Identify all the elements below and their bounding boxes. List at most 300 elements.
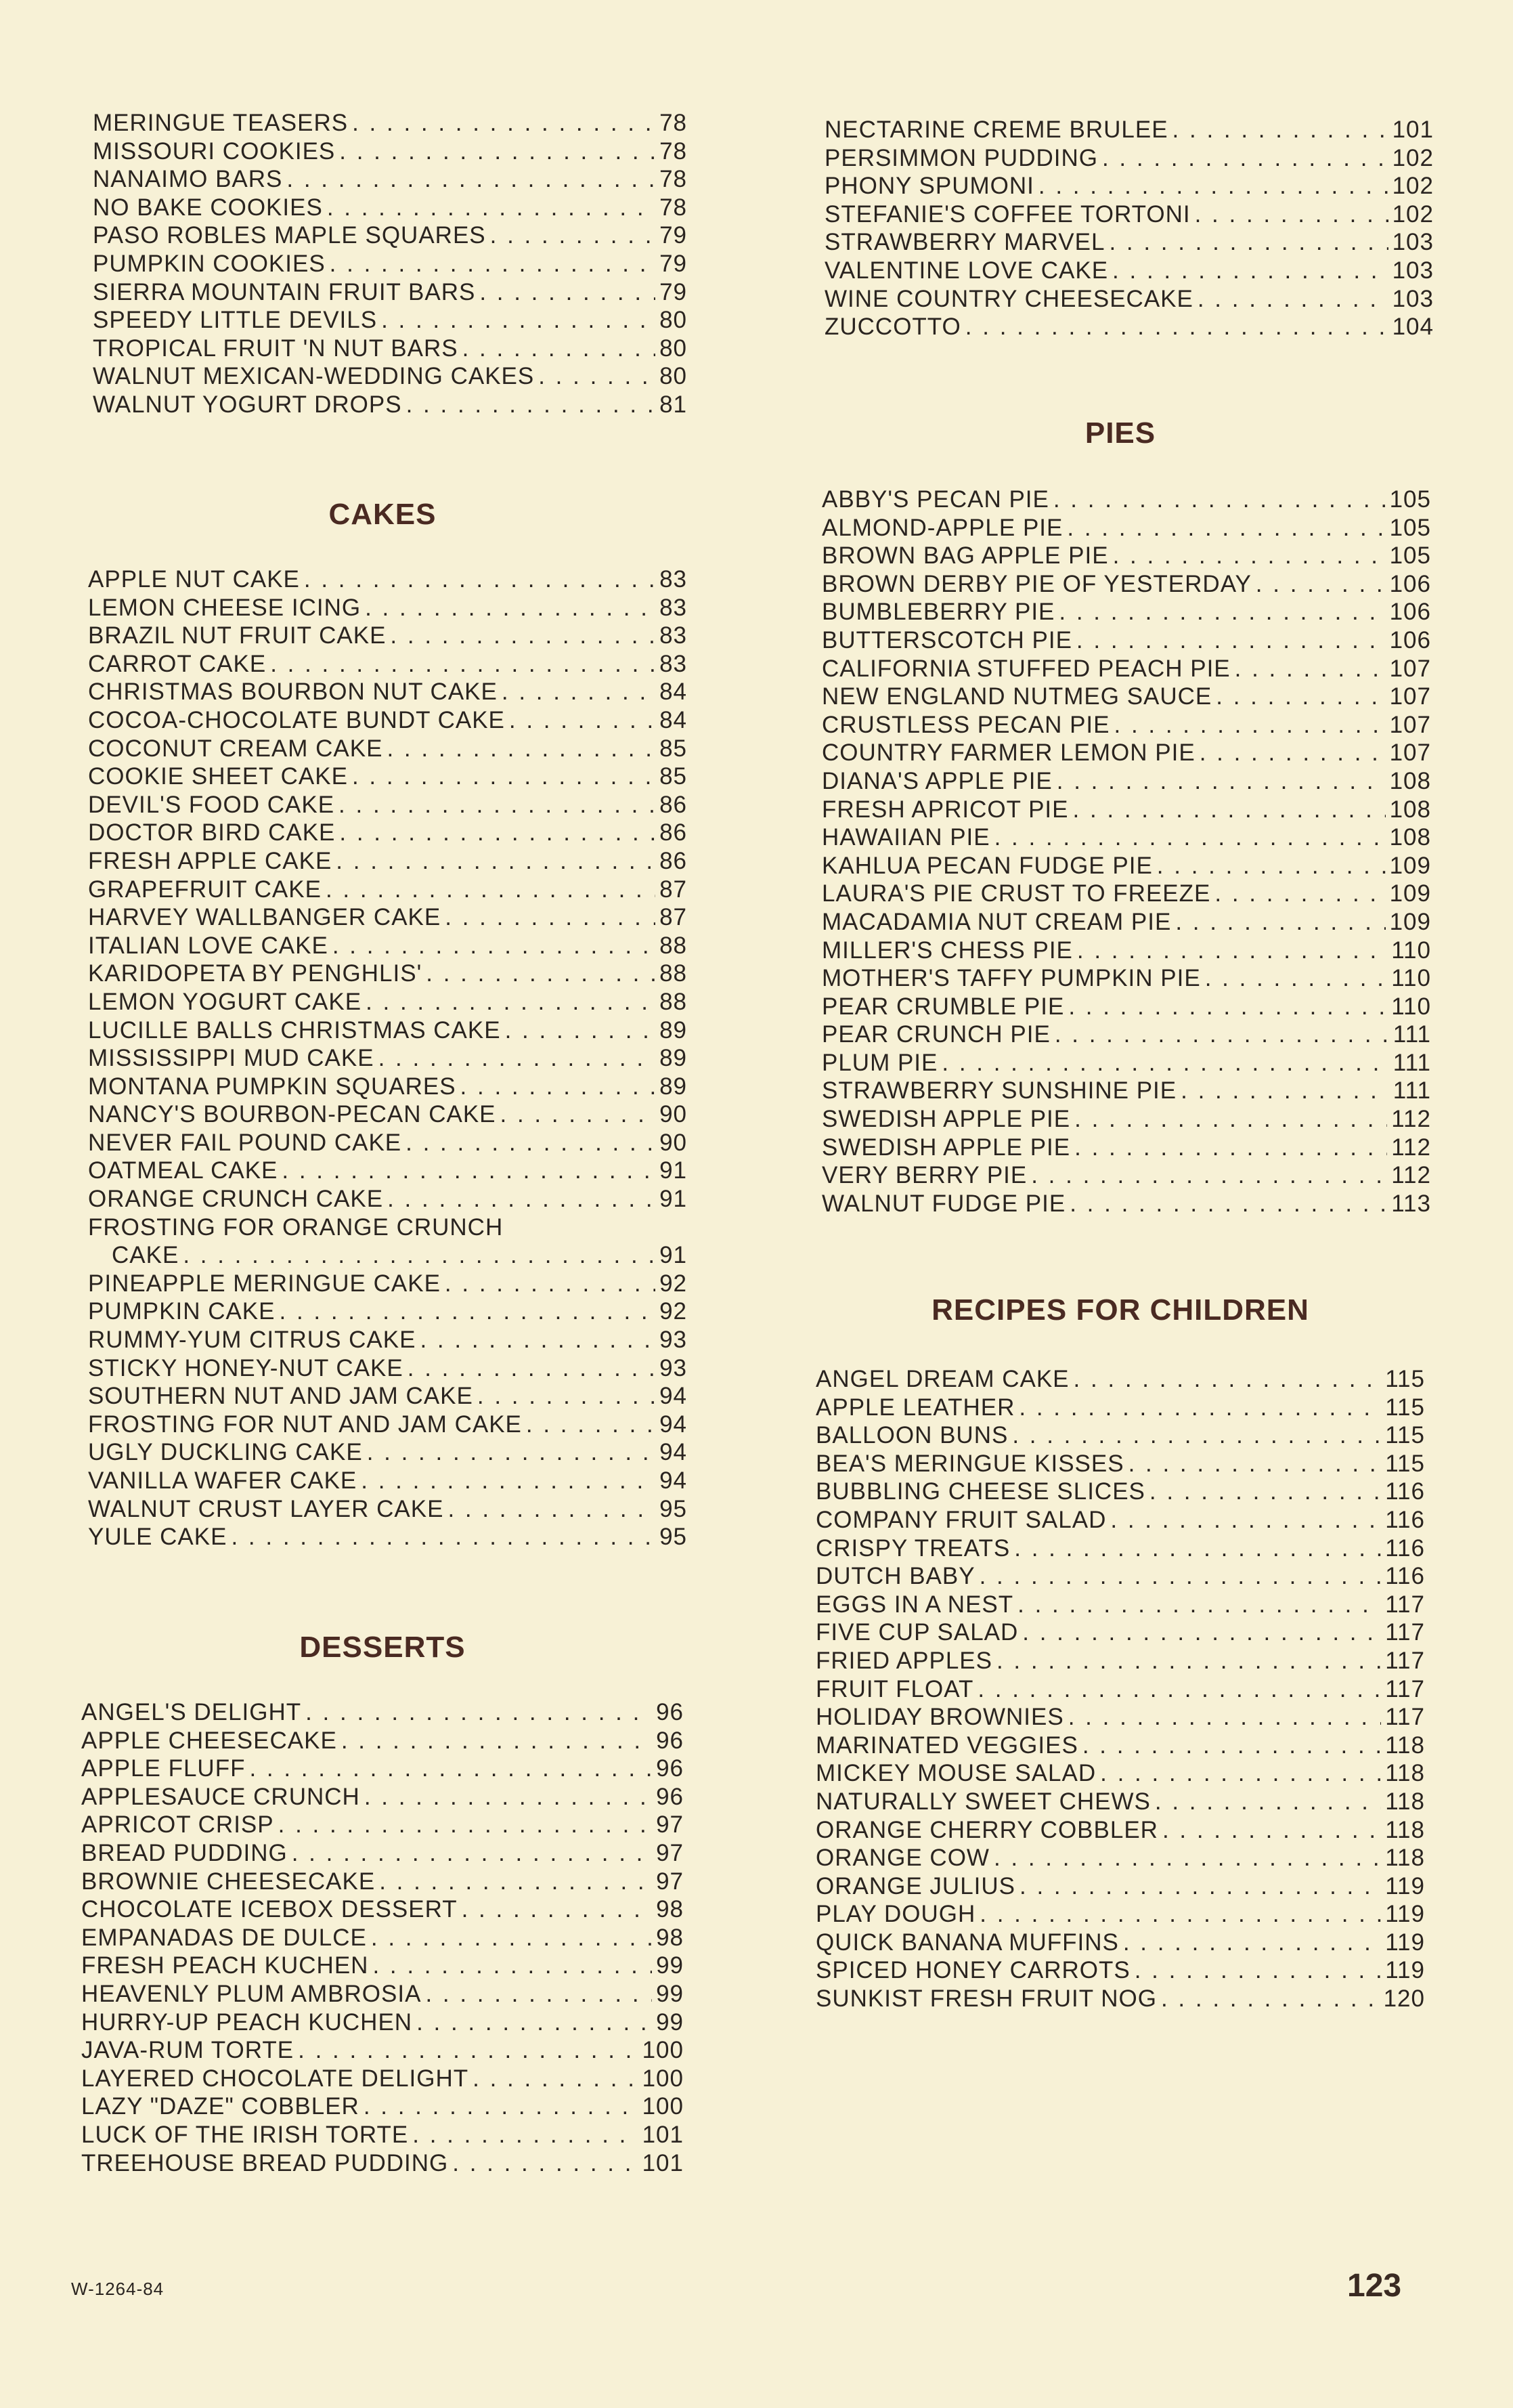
entry-title: FRESH PEACH KUCHEN [81,1952,369,1979]
dot-leader [183,1241,655,1270]
entry-title: FRUIT FLOAT [816,1675,974,1702]
entry-title: FROSTING FOR NUT AND JAM CAKE [88,1411,522,1438]
entry-page-number: 115 [1385,1366,1425,1392]
entry-title: WALNUT FUDGE PIE [822,1190,1066,1217]
dot-leader [352,109,655,137]
toc-entry [88,1185,687,1213]
entry-page-number: 118 [1385,1788,1425,1815]
toc-entry [822,767,1431,796]
toc-entry [81,2092,684,2121]
entry-title: FROSTING FOR ORANGE CRUNCH [88,1213,504,1241]
entry-page-number: 119 [1385,1872,1425,1899]
toc-entry [88,819,687,847]
entry-title: LUCILLE BALLS CHRISTMAS CAKE [88,1016,501,1044]
toc-entry [825,257,1434,285]
entry-title: STEFANIE'S COFFEE TORTONI [825,200,1191,228]
entry-page-number: 96 [656,1727,684,1754]
entry-title: QUICK BANANA MUFFINS [816,1929,1119,1956]
entry-page-number: 110 [1391,993,1431,1020]
entry-page-number: 89 [659,1073,687,1100]
entry-page-number: 119 [1385,1901,1425,1928]
toc-entry [88,735,687,763]
entry-title: LEMON CHEESE ICING [88,594,361,621]
toc-entry [88,1438,687,1467]
dot-leader [1135,1956,1381,1985]
entry-page-number: 109 [1389,908,1431,935]
entry-page-number: 117 [1385,1647,1425,1674]
entry-list [825,116,1434,341]
toc-entry [93,137,687,166]
entry-page-number: 116 [1385,1534,1425,1562]
dot-leader [1067,514,1385,542]
entry-page-number: 85 [659,763,687,790]
toc-entry [81,1952,684,1980]
section-heading-cakes: CAKES [328,498,437,531]
entry-title: SWEDISH APPLE PIE [822,1134,1071,1161]
toc-entry [93,165,687,194]
dot-leader [980,1900,1381,1929]
entry-title: ALMOND-APPLE PIE [822,514,1064,541]
dot-leader [1172,116,1388,144]
dot-leader [367,1438,655,1467]
dot-leader [1076,626,1386,655]
entry-page-number: 115 [1385,1422,1425,1449]
toc-entry [822,711,1431,739]
entry-title: VANILLA WAFER CAKE [88,1467,357,1494]
dot-leader [1114,711,1386,739]
toc-entry [88,678,687,706]
entry-title: BALLOON BUNS [816,1422,1009,1449]
entry-title: BREAD PUDDING [81,1839,288,1866]
entry-page-number: 102 [1392,144,1434,171]
entry-page-number: 86 [659,847,687,874]
entry-title: BRAZIL NUT FRUIT CAKE [88,622,387,649]
entry-page-number: 119 [1385,1929,1425,1956]
toc-entry [81,2008,684,2037]
entry-title: MISSISSIPPI MUD CAKE [88,1045,374,1072]
entry-title: NATURALLY SWEET CHEWS [816,1788,1151,1815]
entry-page-number: 105 [1389,542,1431,569]
entry-title: DOCTOR BIRD CAKE [88,819,336,846]
dot-leader [505,1016,655,1045]
entry-page-number: 116 [1385,1478,1425,1505]
entry-page-number: 112 [1391,1106,1431,1133]
entry-title: SOUTHERN NUT AND JAM CAKE [88,1383,473,1410]
entry-title: CHRISTMAS BOURBON NUT CAKE [88,679,498,706]
entry-title: ORANGE JULIUS [816,1872,1015,1899]
entry-title: FIVE CUP SALAD [816,1619,1019,1646]
entry-page-number: 95 [659,1524,687,1551]
entry-title: HOLIDAY BROWNIES [816,1704,1064,1731]
entry-title: ZUCCOTTO [825,314,961,341]
toc-entry [81,1727,684,1755]
entry-page-number: 96 [656,1755,684,1782]
entry-page-number: 116 [1385,1563,1425,1590]
dot-leader [332,932,655,960]
entry-page-number: 118 [1385,1816,1425,1843]
entry-title: TREEHOUSE BREAD PUDDING [81,2149,449,2176]
entry-page-number: 83 [659,650,687,677]
dot-leader [965,313,1388,341]
toc-entry [88,1213,687,1270]
dot-leader [231,1523,655,1551]
dot-leader [341,1727,652,1755]
toc-entry [88,960,687,988]
entry-page-number: 88 [659,988,687,1015]
toc-entry [816,1675,1425,1704]
toc-entry [93,250,687,278]
dot-leader [994,1844,1381,1872]
entry-title: COOKIE SHEET CAKE [88,763,348,790]
footer-code: W-1264-84 [71,2279,165,2299]
toc-entry [88,1016,687,1045]
entry-page-number: 93 [659,1327,687,1354]
dot-leader [336,847,655,876]
entry-page-number: 107 [1389,739,1431,767]
entry-page-number: 87 [659,904,687,931]
entry-page-number: 94 [659,1411,687,1438]
entry-page-number: 118 [1385,1845,1425,1872]
toc-entry [81,2065,684,2093]
dot-leader [1077,937,1387,965]
dot-leader [371,1924,652,1952]
entry-page-number: 83 [659,622,687,649]
entry-title: TROPICAL FRUIT 'N NUT BARS [93,335,458,362]
section-heading-pies: PIES [1084,416,1156,450]
dot-leader [509,706,655,735]
entry-page-number: 101 [1392,116,1434,143]
dot-leader [1053,486,1386,514]
entry-title: NO BAKE COOKIES [93,194,323,221]
entry-title: DEVIL'S FOOD CAKE [88,791,335,818]
dot-leader [286,165,655,194]
entry-page-number: 109 [1389,852,1431,879]
entry-page-number: 94 [659,1439,687,1466]
toc-entry [816,1421,1425,1450]
entry-title: CRISPY TREATS [816,1534,1011,1562]
entry-list [816,1365,1425,2013]
dot-leader [500,1100,656,1129]
entry-page-number: 117 [1385,1619,1425,1646]
page-number: 123 [1347,2268,1402,2304]
entry-page-number: 83 [659,594,687,621]
toc-entry [88,622,687,650]
toc-entry [81,1755,684,1783]
entry-title: DIANA'S APPLE PIE [822,767,1053,794]
entry-title: COMPANY FRUIT SALAD [816,1506,1107,1533]
toc-entry [81,1783,684,1811]
dot-leader [1070,1190,1387,1218]
toc-entry [816,1900,1425,1929]
entry-title: HAWAIIAN PIE [822,824,990,851]
toc-entry [81,2036,684,2065]
dot-leader [379,1868,652,1896]
toc-entry [88,1297,687,1326]
entry-title-continued [88,1241,687,1270]
entry-title: APPLE NUT CAKE [88,566,300,593]
dot-leader [1214,880,1385,908]
entry-page-number: 99 [656,1980,684,2007]
entry-title: KAHLUA PECAN FUDGE PIE [822,852,1153,879]
entry-title: SUNKIST FRESH FRUIT NOG [816,1985,1157,2013]
entry-title: WALNUT YOGURT DROPS [93,391,402,418]
entry-page-number: 101 [642,2121,684,2148]
entry-title: ORANGE CRUNCH CAKE [88,1186,384,1213]
entry-page-number: 108 [1389,824,1431,851]
toc-entry [822,739,1431,767]
toc-entry [816,1450,1425,1478]
toc-entry [93,278,687,307]
toc-entry [816,1759,1425,1788]
dot-leader [1102,144,1388,173]
entry-title: NEW ENGLAND NUTMEG SAUCE [822,683,1212,710]
dot-leader [1055,1020,1389,1049]
entry-title: FRESH APPLE CAKE [88,847,332,874]
entry-title: KARIDOPETA BY PENGHLIS' [88,960,422,987]
entry-title: MISSOURI COOKIES [93,137,336,165]
dot-leader [526,1411,655,1439]
entry-title: PUMPKIN CAKE [88,1298,276,1325]
entry-title: CALIFORNIA STUFFED PEACH PIE [822,655,1231,682]
entry-page-number: 88 [659,960,687,987]
entry-page-number: 93 [659,1354,687,1381]
entry-title: MOTHER'S TAFFY PUMPKIN PIE [822,965,1201,992]
toc-entry [88,847,687,876]
entry-page-number: 81 [659,391,687,418]
entry-page-number: 106 [1389,570,1431,597]
dot-leader [1022,1618,1381,1647]
dot-leader [387,735,655,763]
entry-page-number: 98 [656,1924,684,1951]
entry-page-number: 112 [1391,1162,1431,1189]
entry-title: PASO ROBLES MAPLE SQUARES [93,222,486,249]
dot-leader [426,960,655,988]
dot-leader [502,678,655,706]
toc-entry [816,1534,1425,1563]
entry-title: YULE CAKE [88,1524,227,1551]
entry-title: COCOA-CHOCOLATE BUNDT CAKE [88,706,505,733]
toc-entry [88,706,687,735]
toc-entry [93,194,687,222]
dot-leader [452,2149,638,2178]
entry-title: BUBBLING CHEESE SLICES [816,1478,1145,1505]
toc-entry [816,1394,1425,1422]
toc-entry [81,1811,684,1839]
entry-title: PHONY SPUMONI [825,173,1034,200]
dot-leader [1031,1161,1387,1190]
entry-page-number: 117 [1385,1704,1425,1731]
entry-title: SIERRA MOUNTAIN FRUIT BARS [93,278,476,305]
entry-page-number: 103 [1392,257,1434,284]
dot-leader [996,1647,1381,1675]
toc-entry [81,1895,684,1924]
entry-page-number: 120 [1383,1985,1425,2013]
entry-title: SPEEDY LITTLE DEVILS [93,307,378,334]
toc-entry [822,880,1431,908]
toc-entry [81,2149,684,2178]
dot-leader [1100,1759,1381,1788]
entry-page-number: 99 [656,2008,684,2036]
entry-page-number: 109 [1389,880,1431,907]
entry-page-number: 108 [1389,767,1431,794]
entry-page-number: 100 [642,2065,684,2092]
toc-entry [88,1044,687,1073]
entry-page-number: 80 [659,363,687,390]
entry-page-number: 92 [659,1270,687,1297]
toc-entry [816,1478,1425,1506]
toc-entry [822,937,1431,965]
dot-leader [1113,542,1386,570]
entry-page-number: 117 [1385,1591,1425,1618]
toc-entry [825,313,1434,341]
dot-leader [1205,964,1387,993]
entry-list [81,1698,684,2177]
entry-page-number: 113 [1391,1190,1431,1217]
entry-page-number: 89 [659,1045,687,1072]
entry-page-number: 107 [1389,683,1431,710]
entry-title: WALNUT CRUST LAYER CAKE [88,1495,444,1522]
toc-entry [822,683,1431,711]
toc-entry [822,852,1431,880]
entry-title: PUMPKIN COOKIES [93,250,326,277]
entry-page-number: 79 [659,222,687,249]
dot-leader [387,1185,655,1213]
dot-leader [980,1562,1382,1591]
entry-page-number: 107 [1389,711,1431,738]
toc-entry [88,1129,687,1157]
dot-leader [280,1297,656,1326]
entry-page-number: 92 [659,1298,687,1325]
toc-entry [88,1354,687,1383]
entry-title: CRUSTLESS PECAN PIE [822,711,1110,738]
entry-title: APPLE CHEESECAKE [81,1727,337,1754]
entry-title: ORANGE COW [816,1845,990,1872]
entry-title: NANAIMO BARS [93,166,283,193]
dot-leader [326,876,655,904]
toc-entry [81,2121,684,2149]
toc-entry [93,306,687,335]
toc-entry [816,1365,1425,1394]
dot-leader [1155,1788,1381,1816]
entry-title: HARVEY WALLBANGER CAKE [88,904,441,931]
toc-entry [822,626,1431,655]
dot-leader [1073,796,1386,824]
dot-leader [994,823,1386,852]
toc-entry [822,1020,1431,1049]
entry-title: HEAVENLY PLUM AMBROSIA [81,1980,422,2007]
entry-page-number: 84 [659,679,687,706]
entry-title: ABBY'S PECAN PIE [822,486,1049,513]
dot-leader [1038,172,1388,200]
dot-leader [1110,1506,1381,1534]
entry-page-number: 102 [1392,200,1434,228]
entry-page-number: 97 [656,1868,684,1895]
entry-page-number: 110 [1391,965,1431,992]
entry-page-number: 87 [659,876,687,903]
toc-entry [88,1326,687,1354]
entry-page-number: 86 [659,819,687,846]
toc-entry [816,1872,1425,1901]
entry-list [93,109,687,419]
dot-leader [412,2121,638,2149]
toc-entry [88,903,687,932]
toc-entry [816,1788,1425,1816]
toc-entry [825,172,1434,200]
toc-entry [822,993,1431,1021]
entry-title: WALNUT MEXICAN-WEDDING CAKES [93,363,535,390]
entry-page-number: 105 [1389,486,1431,513]
toc-entry [81,1839,684,1868]
toc-entry [88,1382,687,1411]
toc-entry [822,1049,1431,1077]
dot-leader [408,1354,655,1383]
dot-leader [1074,1134,1387,1162]
entry-title: MICKEY MOUSE SALAD [816,1760,1097,1787]
dot-leader [1256,570,1386,599]
toc-entry [816,1844,1425,1872]
entry-page-number: 79 [659,278,687,305]
entry-title: BUTTERSCOTCH PIE [822,626,1072,653]
dot-leader [1235,655,1386,683]
entry-title: STICKY HONEY-NUT CAKE [88,1354,403,1381]
entry-page-number: 100 [642,2037,684,2064]
dot-leader [490,221,655,250]
entry-title: SPICED HONEY CARROTS [816,1957,1131,1984]
dot-leader [460,1073,656,1101]
dot-leader [1068,1703,1381,1732]
entry-title: NANCY'S BOURBON-PECAN CAKE [88,1101,496,1128]
toc-entry [93,362,687,391]
entry-title: STRAWBERRY SUNSHINE PIE [822,1077,1177,1104]
dot-leader [1175,908,1385,937]
entry-title: APPLE FLUFF [81,1755,246,1782]
toc-entry [822,796,1431,824]
toc-entry [88,650,687,679]
dot-leader [1082,1732,1381,1760]
toc-entry [81,1868,684,1896]
entry-title: DUTCH BABY [816,1563,975,1590]
entry-page-number: 94 [659,1467,687,1494]
dot-leader [330,250,655,278]
entry-page-number: 97 [656,1811,684,1839]
dot-leader [249,1755,652,1783]
toc-entry [93,109,687,137]
dot-leader [1157,852,1386,880]
entry-page-number: 112 [1391,1134,1431,1161]
dot-leader [942,1049,1388,1077]
toc-entry [88,1157,687,1185]
toc-entry [822,598,1431,626]
entry-title: HURRY-UP PEACH KUCHEN [81,2008,413,2036]
entry-title: BROWN DERBY PIE OF YESTERDAY [822,570,1252,597]
entry-title: PERSIMMON PUDDING [825,144,1098,171]
toc-entry [825,116,1434,144]
dot-leader [473,2065,638,2093]
dot-leader [365,594,655,622]
dot-leader [462,1895,652,1924]
entry-page-number: 101 [642,2149,684,2176]
dot-leader [1109,228,1388,257]
entry-title: STRAWBERRY MARVEL [825,229,1105,256]
toc-entry [81,1980,684,2008]
dot-leader [390,622,655,650]
entry-title: ANGEL'S DELIGHT [81,1699,302,1725]
toc-entry [88,1467,687,1495]
dot-leader [1059,598,1385,626]
entry-title: OATMEAL CAKE [88,1157,278,1184]
toc-entry [93,335,687,363]
dot-leader [1014,1534,1381,1563]
